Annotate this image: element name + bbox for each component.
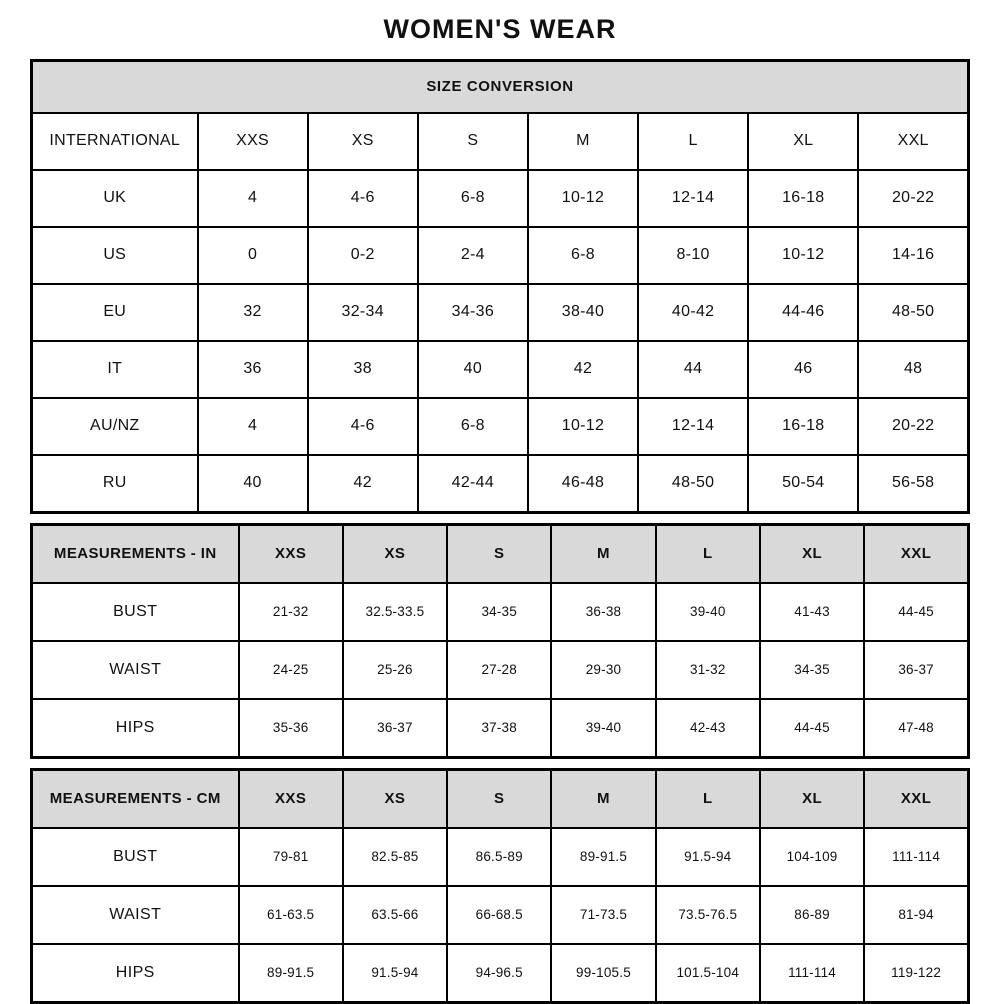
size-cell: 38-40 bbox=[528, 284, 638, 341]
size-cell: 6-8 bbox=[418, 170, 528, 227]
size-header-s: S bbox=[447, 524, 551, 583]
size-header-xs: XS bbox=[343, 769, 447, 828]
column-header-xs: XS bbox=[308, 113, 418, 170]
size-header-l: L bbox=[656, 524, 760, 583]
size-header-m: M bbox=[551, 769, 655, 828]
size-header-xxs: XXS bbox=[239, 769, 343, 828]
measurement-cell: 111-114 bbox=[760, 944, 864, 1003]
size-cell: 0 bbox=[198, 227, 308, 284]
size-cell: 42 bbox=[308, 455, 418, 513]
size-cell: 10-12 bbox=[748, 227, 858, 284]
size-cell: 4 bbox=[198, 170, 308, 227]
table-row-eu bbox=[32, 284, 969, 341]
table-row-ru bbox=[32, 455, 969, 513]
measurement-cell: 35-36 bbox=[239, 699, 343, 758]
size-cell: 36 bbox=[198, 341, 308, 398]
row-label: WAIST bbox=[32, 886, 239, 944]
measurement-cell: 79-81 bbox=[239, 828, 343, 886]
size-cell: 12-14 bbox=[638, 398, 748, 455]
row-label: EU bbox=[32, 284, 198, 341]
measurement-cell: 41-43 bbox=[760, 583, 864, 641]
size-cell: 10-12 bbox=[528, 170, 638, 227]
measurement-cell: 66-68.5 bbox=[447, 886, 551, 944]
table-row-us bbox=[32, 227, 969, 284]
column-header-l: L bbox=[638, 113, 748, 170]
size-cell: 42 bbox=[528, 341, 638, 398]
size-header-xl: XL bbox=[760, 769, 864, 828]
measurement-cell: 89-91.5 bbox=[551, 828, 655, 886]
measurement-cell: 101.5-104 bbox=[656, 944, 760, 1003]
size-cell: 6-8 bbox=[418, 398, 528, 455]
size-cell: 20-22 bbox=[858, 398, 968, 455]
measurement-cell: 81-94 bbox=[864, 886, 968, 944]
size-header-xl: XL bbox=[760, 524, 864, 583]
size-cell: 8-10 bbox=[638, 227, 748, 284]
measurement-cell: 63.5-66 bbox=[343, 886, 447, 944]
size-header-xxl: XXL bbox=[864, 769, 968, 828]
measurement-cell: 82.5-85 bbox=[343, 828, 447, 886]
row-label: US bbox=[32, 227, 198, 284]
size-cell: 2-4 bbox=[418, 227, 528, 284]
measurement-cell: 39-40 bbox=[656, 583, 760, 641]
column-header-international: INTERNATIONAL bbox=[32, 113, 198, 170]
measurement-cell: 91.5-94 bbox=[656, 828, 760, 886]
measurement-cell: 44-45 bbox=[760, 699, 864, 758]
size-cell: 16-18 bbox=[748, 170, 858, 227]
size-cell: 14-16 bbox=[858, 227, 968, 284]
size-cell: 12-14 bbox=[638, 170, 748, 227]
measurement-cell: 44-45 bbox=[864, 583, 968, 641]
measurement-cell: 37-38 bbox=[447, 699, 551, 758]
row-label: BUST bbox=[32, 828, 239, 886]
size-cell: 40 bbox=[418, 341, 528, 398]
size-cell: 44-46 bbox=[748, 284, 858, 341]
measurement-cell: 34-35 bbox=[760, 641, 864, 699]
size-cell: 4-6 bbox=[308, 398, 418, 455]
size-cell: 46-48 bbox=[528, 455, 638, 513]
column-header-s: S bbox=[418, 113, 528, 170]
size-cell: 6-8 bbox=[528, 227, 638, 284]
measurement-cell: 73.5-76.5 bbox=[656, 886, 760, 944]
size-cell: 48 bbox=[858, 341, 968, 398]
size-conversion-header-row bbox=[32, 60, 969, 113]
column-header-xxs: XXS bbox=[198, 113, 308, 170]
measurement-cell: 24-25 bbox=[239, 641, 343, 699]
size-header-m: M bbox=[551, 524, 655, 583]
table-row-uk bbox=[32, 170, 969, 227]
size-cell: 32 bbox=[198, 284, 308, 341]
measurement-cell: 32.5-33.5 bbox=[343, 583, 447, 641]
size-header-xxs: XXS bbox=[239, 524, 343, 583]
row-label: RU bbox=[32, 455, 198, 513]
measurements-in-header: MEASUREMENTS - IN bbox=[32, 524, 239, 583]
table-row-hips-cm bbox=[32, 944, 969, 1003]
size-cell: 46 bbox=[748, 341, 858, 398]
row-label: HIPS bbox=[32, 944, 239, 1003]
measurement-cell: 104-109 bbox=[760, 828, 864, 886]
table-row-bust-cm bbox=[32, 828, 969, 886]
column-header-m: M bbox=[528, 113, 638, 170]
size-cell: 34-36 bbox=[418, 284, 528, 341]
measurement-cell: 111-114 bbox=[864, 828, 968, 886]
row-label: IT bbox=[32, 341, 198, 398]
size-conversion-header: SIZE CONVERSION bbox=[32, 60, 969, 113]
size-conversion-table bbox=[30, 59, 970, 514]
table-row-waist-in bbox=[32, 641, 969, 699]
row-label: BUST bbox=[32, 583, 239, 641]
measurement-cell: 71-73.5 bbox=[551, 886, 655, 944]
measurement-cell: 99-105.5 bbox=[551, 944, 655, 1003]
measurements-cm-header-row bbox=[32, 769, 969, 828]
size-cell: 50-54 bbox=[748, 455, 858, 513]
size-cell: 16-18 bbox=[748, 398, 858, 455]
table-row-hips-in bbox=[32, 699, 969, 758]
size-cell: 0-2 bbox=[308, 227, 418, 284]
size-cell: 40 bbox=[198, 455, 308, 513]
measurement-cell: 119-122 bbox=[864, 944, 968, 1003]
measurement-cell: 42-43 bbox=[656, 699, 760, 758]
measurement-cell: 86.5-89 bbox=[447, 828, 551, 886]
table-row-it bbox=[32, 341, 969, 398]
size-cell: 10-12 bbox=[528, 398, 638, 455]
column-header-xl: XL bbox=[748, 113, 858, 170]
measurement-cell: 27-28 bbox=[447, 641, 551, 699]
table-row-aunz bbox=[32, 398, 969, 455]
row-label: AU/NZ bbox=[32, 398, 198, 455]
measurement-cell: 91.5-94 bbox=[343, 944, 447, 1003]
size-header-s: S bbox=[447, 769, 551, 828]
measurement-cell: 25-26 bbox=[343, 641, 447, 699]
measurement-cell: 29-30 bbox=[551, 641, 655, 699]
measurement-cell: 86-89 bbox=[760, 886, 864, 944]
measurement-cell: 47-48 bbox=[864, 699, 968, 758]
measurement-cell: 36-37 bbox=[343, 699, 447, 758]
measurement-cell: 89-91.5 bbox=[239, 944, 343, 1003]
measurement-cell: 36-37 bbox=[864, 641, 968, 699]
measurements-cm-table bbox=[30, 768, 970, 1004]
size-cell: 20-22 bbox=[858, 170, 968, 227]
measurement-cell: 21-32 bbox=[239, 583, 343, 641]
table-row-bust-in bbox=[32, 583, 969, 641]
size-cell: 4 bbox=[198, 398, 308, 455]
size-cell: 44 bbox=[638, 341, 748, 398]
size-header-xs: XS bbox=[343, 524, 447, 583]
size-header-xxl: XXL bbox=[864, 524, 968, 583]
measurement-cell: 39-40 bbox=[551, 699, 655, 758]
measurement-cell: 61-63.5 bbox=[239, 886, 343, 944]
measurements-cm-header: MEASUREMENTS - CM bbox=[32, 769, 239, 828]
table-row-waist-cm bbox=[32, 886, 969, 944]
size-cell: 38 bbox=[308, 341, 418, 398]
size-cell: 4-6 bbox=[308, 170, 418, 227]
size-header-l: L bbox=[656, 769, 760, 828]
page-title: WOMEN'S WEAR bbox=[383, 14, 617, 44]
measurements-in-table bbox=[30, 523, 970, 759]
size-cell: 48-50 bbox=[858, 284, 968, 341]
row-label: HIPS bbox=[32, 699, 239, 758]
measurement-cell: 31-32 bbox=[656, 641, 760, 699]
column-header-row bbox=[32, 113, 969, 170]
measurement-cell: 34-35 bbox=[447, 583, 551, 641]
measurements-in-header-row bbox=[32, 524, 969, 583]
size-cell: 56-58 bbox=[858, 455, 968, 513]
size-cell: 32-34 bbox=[308, 284, 418, 341]
column-header-xxl: XXL bbox=[858, 113, 968, 170]
measurement-cell: 36-38 bbox=[551, 583, 655, 641]
row-label: UK bbox=[32, 170, 198, 227]
size-cell: 48-50 bbox=[638, 455, 748, 513]
size-cell: 42-44 bbox=[418, 455, 528, 513]
measurement-cell: 94-96.5 bbox=[447, 944, 551, 1003]
size-cell: 40-42 bbox=[638, 284, 748, 341]
row-label: WAIST bbox=[32, 641, 239, 699]
